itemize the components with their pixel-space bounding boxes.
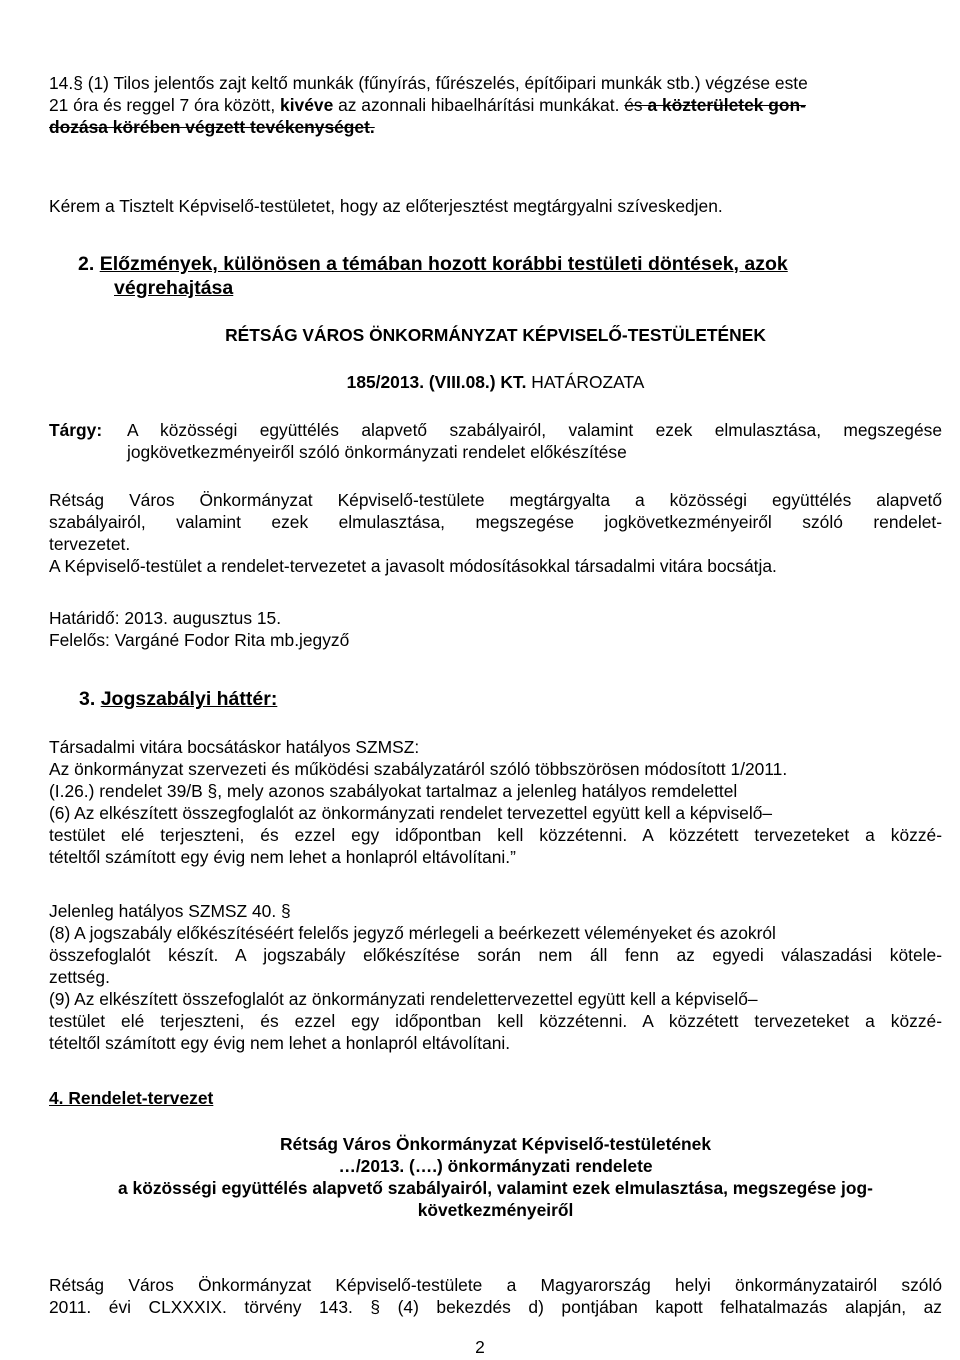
legal-background-paragraph-1: Társadalmi vitára bocsátáskor hatályos SZMSZ: Az önkormányzat szervezeti és működési szabályzatáról szóló többszörösen módosított 1/2011. (I.26.) rendelet 39/B §, mely azonos szabályokat tartalmaz a jelenleg hatályos remdelettel (6) Az elkészített összegfoglalót az önkormányzati rendelet tervezettel együtt kell a képviselő– testület elé terjeszteni, és ezzel egy időpontban kell közzétenni. A közzétett tervezeteket a közzé- tételtől számított egy évig nem lehet a honlapról eltávolítani.” xyxy=(49,737,942,867)
section-sign: § xyxy=(207,781,218,801)
resolution-number: 185/2013. (VIII.08.) KT. HATÁROZATA xyxy=(346,372,645,392)
section-2-heading xyxy=(49,252,942,300)
section-2-title-line-2: végrehajtása xyxy=(114,277,234,299)
resolution-subject: Tárgy: A közösségi együttélés alapvető szabályairól, valamint ezek elmulasztása, megszegése jogkövetkezményeiről szóló önkormányzati rendelet előkészítése xyxy=(49,420,942,462)
section-3-title: Jogszabályi háttér: xyxy=(100,688,278,710)
section-sign: § xyxy=(73,73,83,93)
struck-bold-text: a közterületek gon- xyxy=(647,95,806,115)
draft-ordinance-heading: Rétság Város Önkormányzat Képviselő-testületének …/2013. (….) önkormányzati rendelete a közösségi együttélés alapvető szabályairól, valamint ezek elmulasztása, megszegése jog- következményeiről xyxy=(118,1134,873,1220)
emphasis-kiveve: kivéve xyxy=(280,95,334,115)
section-3-heading xyxy=(49,687,942,711)
subject-label: Tárgy: xyxy=(49,420,103,440)
request-paragraph: Kérem a Tisztelt Képviselő-testületet, hogy az előterjesztést megtárgyalni szíveskedjen. xyxy=(49,196,723,216)
item-number: 14. xyxy=(49,73,74,93)
item-14-paragraph: 14.§ (1) Tilos jelentős zajt keltő munkák (fűnyírás, fűrészelés, építőipari munkák stb.) végzése este 21 óra és reggel 7 óra között, kivéve az azonnali hibaelhárítási munkákat. és a közterületek gon- dozása körében végzett tevékenységet. xyxy=(49,73,808,137)
struck-text: és xyxy=(624,95,648,115)
struck-bold-text-2: dozása körében végzett tevékenységet. xyxy=(49,117,375,137)
legal-background-paragraph-2: Jelenleg hatályos SZMSZ 40. § (8) A jogszabály előkészítéséért felelős jegyző mérlegeli a beérkezett véleményeket és azokról összefoglalót készít. A jogszabály előkészítése során nem áll fenn az egyedi válaszadási kötele- zettség. (9) Az elkészített összefoglalót az önkormányzati rendelettervezettel együtt kell a képviselő– testület elé terjeszteni, és ezzel egy időpontban kell közzétenni. A közzétett tervezeteket a közzé- tételtől számított egy évig nem lehet a honlapról eltávolítani. xyxy=(49,901,942,1053)
resolution-responsible: Felelős: Vargáné Fodor Rita mb.jegyző xyxy=(49,630,350,650)
section-sign: § xyxy=(370,1297,381,1317)
section-3-number: 3. xyxy=(79,688,96,710)
section-4-title: 4. Rendelet-tervezet xyxy=(49,1088,214,1108)
resolution-deadline: Határidő: 2013. augusztus 15. xyxy=(49,608,282,628)
section-2-number: 2. xyxy=(78,253,95,275)
draft-ordinance-preamble: Rétság Város Önkormányzat Képviselő-testülete a Magyarország helyi önkormányzatairól szóló 2011. évi CLXXXIX. törvény 143. § (4) bekezdés d) pontjában kapott felhatalmazás alapján, az xyxy=(49,1275,942,1317)
section-2-title-line-1: Előzmények, különösen a témában hozott korábbi testületi döntések, azok xyxy=(99,253,788,275)
page-number: 2 xyxy=(475,1337,485,1357)
resolution-heading: RÉTSÁG VÁROS ÖNKORMÁNYZAT KÉPVISELŐ-TESTÜLETÉNEK xyxy=(225,325,766,345)
resolution-body: Rétság Város Önkormányzat Képviselő-testülete megtárgyalta a közösségi együttélés alapvető szabályairól, valamint ezek elmulasztása, megszegése jogkövetkezményeiről szóló rendelet- tervezetet. A Képviselő-testület a rendelet-tervezetet a javasolt módosításokkal társadalmi vitára bocsátja. xyxy=(49,490,942,576)
section-sign: § xyxy=(281,901,291,921)
